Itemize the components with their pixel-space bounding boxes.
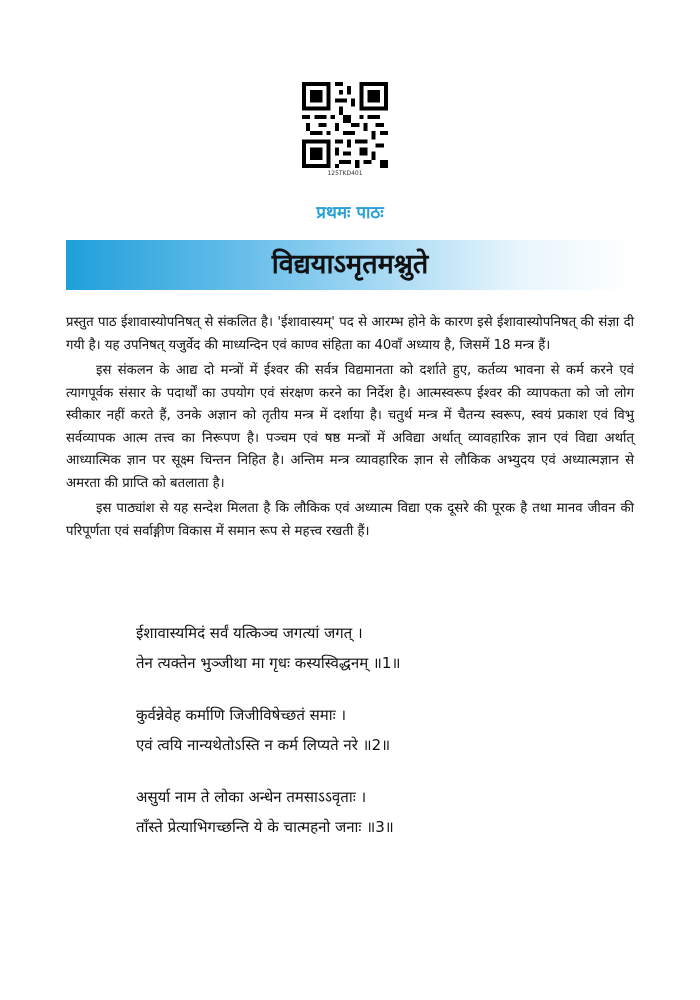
lesson-number: प्रथमः पाठः [316,203,384,223]
verses-section [136,618,616,864]
verse-2 [136,700,616,760]
qr-code-label: 125TKD401 [327,170,363,177]
verse-1 [136,618,616,678]
intro-paragraph-2: इस संकलन के आद्य दो मन्त्रों में ईश्वर की सर्वत्र विद्यमानता को दर्शाते हुए, कर्तव्य भावना से कर्म करने एवं त्यागपूर्वक संसार के पदार्थों का उपयोग एवं संरक्षण करने का निर्देश है। आत्मस्वरूप ईश्वर की व्यापकता को जो लोग स्वीकार नहीं करते हैं, उनके अज्ञान को तृतीय मन्त्र में दर्शाया है। चतुर्थ मन्त्र में चैतन्य स्वरूप, स्वयं प्रकाश एवं विभु सर्वव्यापक आत्म तत्त्व का निरूपण है। पञ्चम एवं षष्ठ मन्त्रों में अविद्या अर्थात् व्यावहारिक ज्ञान एवं विद्या अर्थात् आध्यात्मिक ज्ञान पर सूक्ष्म चिन्तन निहित है। अन्तिम मन्त्र व्यावहारिक ज्ञान से लौकिक अभ्युदय एवं अध्यात्मज्ञान से अमरता की प्राप्ति को बतलाता है। [66,363,634,491]
verse-line: एवं त्वयि नान्यथेतोऽस्ति न कर्म लिप्यते नरे ॥2॥ [136,736,391,754]
introduction [66,312,634,546]
verse-line: असुर्या नाम ते लोका अन्धेन तमसाऽऽवृताः । [136,788,367,806]
verse-line: ताँस्ते प्रेत्याभिगच्छन्ति ये के चात्महनो जनाः ॥3॥ [136,818,394,836]
qr-code-image [302,82,388,168]
verse-line: तेन त्यक्तेन भुञ्जीथा मा गृधः कस्यस्विद्धनम् ॥1॥ [136,654,401,672]
title-banner [66,240,634,290]
verse-line: ईशावास्यमिदं सर्वं यत्किञ्च जगत्यां जगत् । [136,624,363,642]
lesson-title: विद्ययाऽमृतमश्नुते [271,249,429,280]
intro-paragraph-3: इस पाठ्यांश से यह सन्देश मिलता है कि लौकिक एवं अध्यात्म विद्या एक दूसरे की पूरक है तथा मानव जीवन की परिपूर्णता एवं सर्वाङ्गीण विकास में समान रूप से महत्त्व रखती हैं। [66,501,634,539]
intro-paragraph-1: प्रस्तुत पाठ ईशावास्योपनिषत् से संकलित है। 'ईशावास्यम्' पद से आरम्भ होने के कारण इसे ईशावास्योपनिषत् की संज्ञा दी गयी है। यह उपनिषत् यजुर्वेद की माध्यन्दिन एवं काण्व संहिता का 40वाँ अध्याय है, जिसमें 18 मन्त्र हैं। [66,315,634,353]
verse-line: कुर्वन्नेवेह कर्माणि जिजीविषेच्छतं समाः । [136,706,347,724]
verse-3 [136,782,616,842]
